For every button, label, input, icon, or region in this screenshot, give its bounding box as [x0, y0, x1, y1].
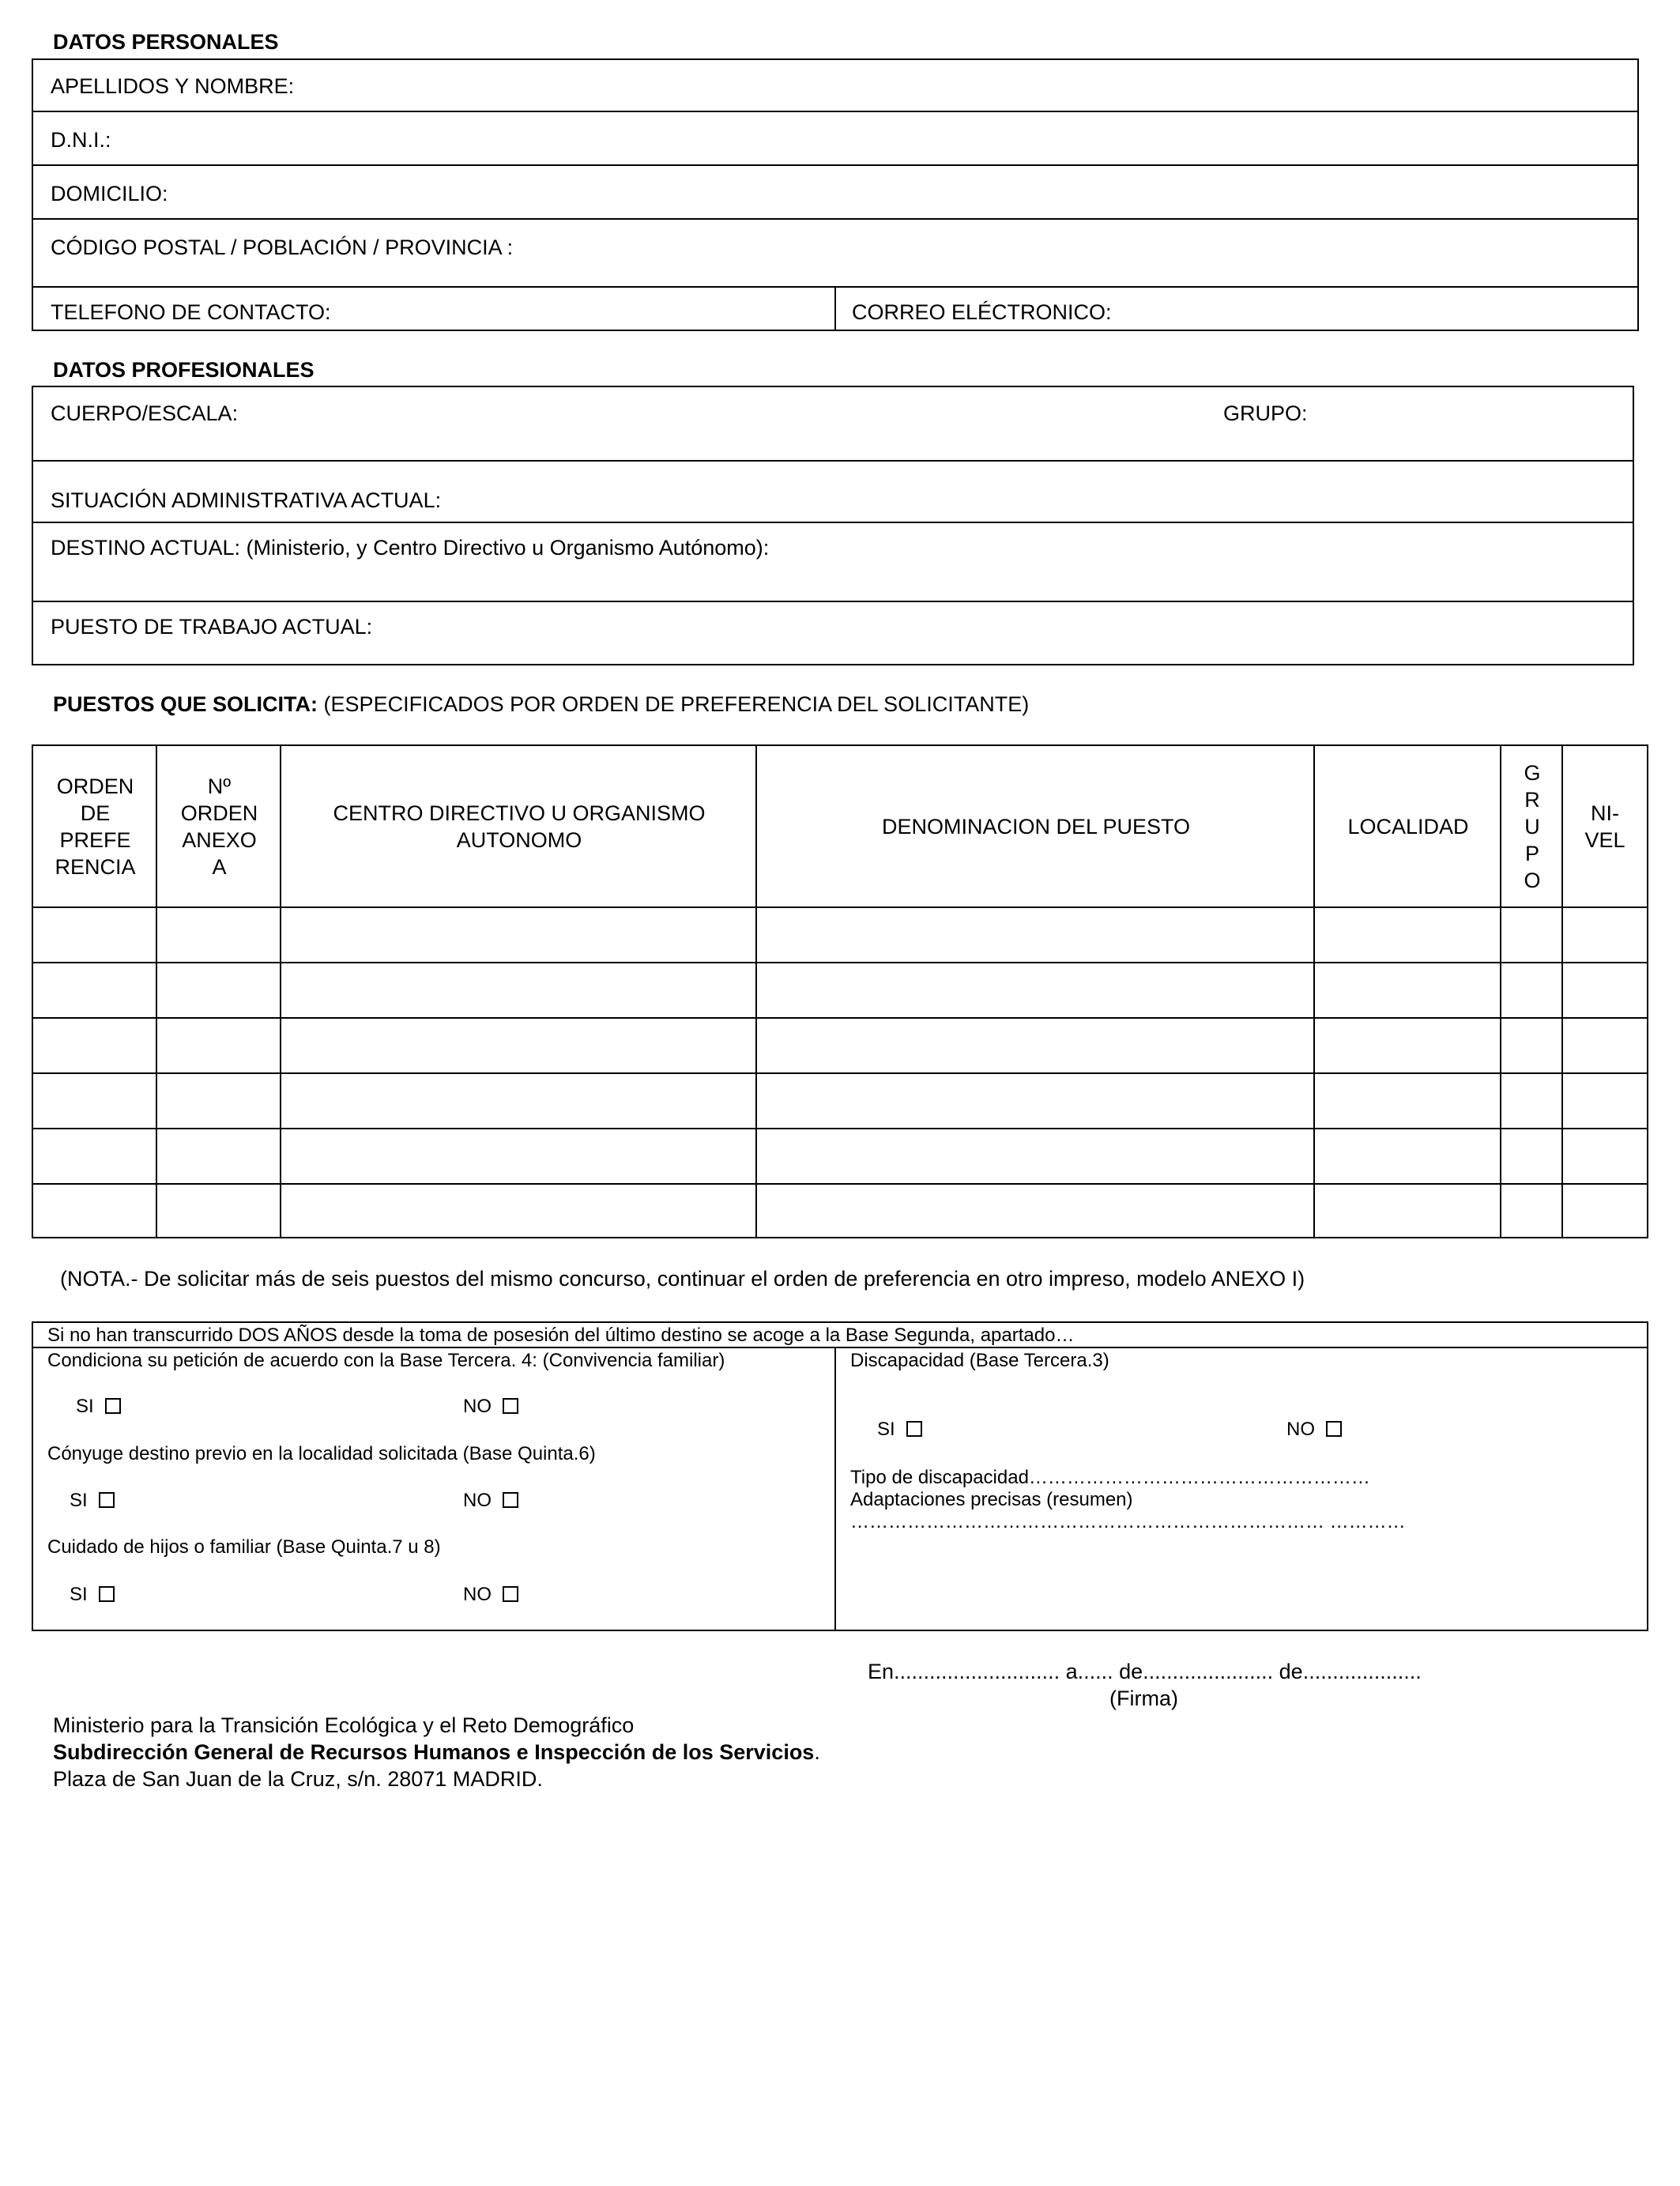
convivencia-no[interactable]	[463, 1396, 518, 1418]
conyuge-si[interactable]	[70, 1490, 115, 1512]
cuidado-title: Cuidado de hijos o familiar (Base Quinta.7 u 8)	[47, 1536, 441, 1558]
footer-ministerio: Ministerio para la Transición Ecológica y el Reto Demográfico	[53, 1713, 635, 1737]
datos-profesionales-title: DATOS PROFESIONALES	[53, 358, 315, 382]
cuidado-si-label: SI	[70, 1584, 88, 1605]
conyuge-no[interactable]	[463, 1490, 518, 1512]
table-row[interactable]	[33, 908, 1647, 962]
codigo-postal-field[interactable]: CÓDIGO POSTAL / POBLACIÓN / PROVINCIA :	[51, 236, 514, 259]
grupo-field[interactable]: GRUPO:	[1223, 401, 1308, 425]
discapacidad-no-label: NO	[1286, 1419, 1315, 1440]
conyuge-title: Cónyuge destino previo en la localidad solicitada (Base Quinta.6)	[47, 1443, 596, 1464]
conyuge-no-checkbox[interactable]	[503, 1492, 518, 1508]
table-row[interactable]	[33, 1185, 1647, 1237]
dni-field[interactable]: D.N.I.:	[51, 128, 111, 152]
datos-personales-box	[32, 58, 1639, 331]
datos-personales-title: DATOS PERSONALES	[53, 30, 279, 54]
cuidado-no[interactable]	[463, 1584, 518, 1606]
cuidado-si[interactable]	[70, 1584, 115, 1606]
cuidado-no-label: NO	[463, 1584, 492, 1605]
header-nivel	[1563, 746, 1647, 907]
footer-direccion: Plaza de San Juan de la Cruz, s/n. 28071 MADRID.	[53, 1767, 543, 1791]
telefono-field[interactable]: TELEFONO DE CONTACTO:	[51, 300, 331, 324]
puestos-title-bold: PUESTOS QUE SOLICITA:	[53, 692, 318, 716]
convivencia-no-label: NO	[463, 1396, 492, 1417]
adaptaciones-field[interactable]: ………………………………………………………………… …………	[850, 1511, 1406, 1532]
correo-field[interactable]: CORREO ELÉCTRONICO:	[852, 300, 1112, 324]
header-denominacion-text: DENOMINACION DEL PUESTO	[881, 815, 1191, 839]
discapacidad-title: Discapacidad (Base Tercera.3)	[850, 1350, 1109, 1371]
header-localidad-text: LOCALIDAD	[1347, 815, 1469, 839]
conyuge-si-label: SI	[70, 1490, 88, 1511]
discapacidad-no[interactable]	[1286, 1419, 1342, 1441]
situacion-field[interactable]: SITUACIÓN ADMINISTRATIVA ACTUAL:	[51, 488, 442, 512]
cuidado-si-checkbox[interactable]	[99, 1586, 115, 1602]
conyuge-no-label: NO	[463, 1490, 492, 1511]
header-orden-preferencia-text: ORDEN DE PREFE RENCIA	[55, 775, 136, 879]
apellidos-field[interactable]: APELLIDOS Y NOMBRE:	[51, 74, 295, 98]
header-orden-anexo	[157, 746, 281, 907]
adaptaciones-label: Adaptaciones precisas (resumen)	[850, 1489, 1133, 1510]
puesto-actual-field[interactable]: PUESTO DE TRABAJO ACTUAL:	[51, 615, 373, 639]
fecha-line[interactable]: En............................ a...... de...................... de....................	[868, 1660, 1422, 1683]
table-row[interactable]	[33, 1074, 1647, 1128]
convivencia-si-label: SI	[76, 1396, 94, 1417]
tipo-discapacidad-field[interactable]: Tipo de discapacidad………………………………………………	[850, 1467, 1370, 1488]
convivencia-title: Condiciona su petición de acuerdo con la Base Tercera. 4: (Convivencia familiar)	[47, 1350, 725, 1371]
domicilio-field[interactable]: DOMICILIO:	[51, 182, 168, 205]
header-centro-directivo-text: CENTRO DIRECTIVO U ORGANISMO AUTONOMO	[333, 801, 706, 852]
footer-subdireccion	[53, 1740, 820, 1765]
discapacidad-si[interactable]	[877, 1419, 922, 1441]
datos-profesionales-box	[32, 386, 1634, 665]
header-grupo-text: G R U P O	[1524, 761, 1541, 892]
convivencia-si-checkbox[interactable]	[105, 1398, 121, 1414]
footer-subdireccion-tail: .	[814, 1740, 820, 1764]
table-row[interactable]	[33, 963, 1647, 1017]
destino-field[interactable]: DESTINO ACTUAL: (Ministerio, y Centro Directivo u Organismo Autónomo):	[51, 536, 770, 560]
footer-subdireccion-bold: Subdirección General de Recursos Humanos e Inspección de los Servicios	[53, 1740, 815, 1764]
puestos-title	[53, 692, 1029, 717]
header-nivel-text: NI- VEL	[1584, 801, 1625, 852]
table-row[interactable]	[33, 1129, 1647, 1183]
convivencia-no-checkbox[interactable]	[503, 1398, 518, 1414]
table-row[interactable]	[33, 1019, 1647, 1072]
cuidado-no-checkbox[interactable]	[503, 1586, 518, 1602]
discapacidad-no-checkbox[interactable]	[1326, 1421, 1342, 1437]
discapacidad-si-checkbox[interactable]	[906, 1421, 922, 1437]
header-localidad	[1315, 746, 1501, 907]
header-grupo	[1501, 746, 1563, 907]
discapacidad-si-label: SI	[877, 1419, 895, 1440]
puestos-title-rest: (ESPECIFICADOS POR ORDEN DE PREFERENCIA DEL SOLICITANTE)	[318, 692, 1030, 716]
header-orden-anexo-text: Nº ORDEN ANEXO A	[180, 775, 258, 879]
nota-text: (NOTA.- De solicitar más de seis puestos del mismo concurso, continuar el orden de preferencia en otro impreso, modelo ANEXO I)	[60, 1267, 1305, 1291]
header-denominacion	[757, 746, 1315, 907]
cuerpo-escala-field[interactable]: CUERPO/ESCALA:	[51, 401, 239, 425]
header-centro-directivo	[281, 746, 757, 907]
convivencia-si[interactable]	[76, 1396, 121, 1418]
header-orden-preferencia	[33, 746, 157, 907]
firma-label: (Firma)	[1109, 1687, 1178, 1710]
conyuge-si-checkbox[interactable]	[99, 1492, 115, 1508]
condiciones-header: Si no han transcurrido DOS AÑOS desde la toma de posesión del último destino se acoge a la Base Segunda, apartado…	[47, 1325, 1075, 1346]
